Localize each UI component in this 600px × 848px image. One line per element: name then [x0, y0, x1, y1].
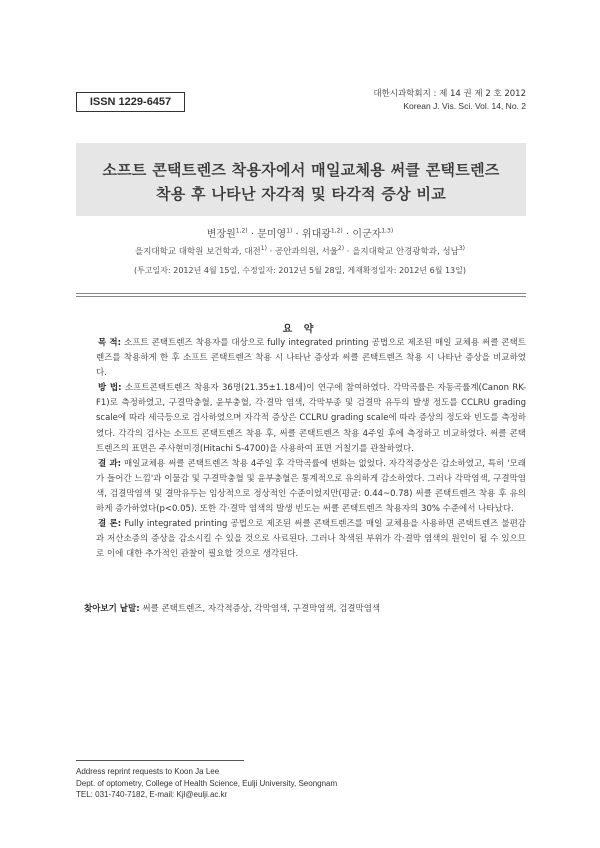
- keywords-text: 써클 콘택트렌즈, 자각적증상, 각막염색, 구결막염색, 검결막염색: [142, 604, 381, 614]
- author-sup: 1): [286, 227, 293, 235]
- keywords: [84, 602, 526, 614]
- title-line-1: 소프트 콘택트렌즈 착용자에서 매일교체용 써클 콘택트렌즈: [102, 161, 500, 179]
- title-box: [76, 143, 526, 216]
- journal-korean: 대한시과학회지 : 제 14 권 제 2 호 2012: [373, 89, 526, 99]
- footer-divider: [76, 760, 244, 761]
- summary-heading: 요 약: [282, 324, 318, 335]
- divider-top: [76, 293, 526, 294]
- purpose-label: 목 적:: [98, 338, 122, 348]
- abstract-conclusion: [96, 517, 526, 562]
- keywords-label: 찾아보기 낱말:: [84, 604, 140, 614]
- methods-text: 소프트콘택트렌즈 착용자 36명(21.35±1.18세)이 연구에 참여하였다. 각막곡률은 자동곡률계(Canon RK-F1)로 측정하였고, 구결막충혈, 윤부충혈, 각·결막 염색, 각막부종 및 검결막 유두의 발생 정도를 CCLRU grading scale에 따라 세극등으로 검사하였으며 자각적 증상은 CCLRU grading scale에 따라 증상의 정도와 빈도를 측정하였다. 각각의 검사는 소프트 콘택트렌즈 착용 후, 써클 콘택트렌즈 착용 4주일 후에 측정하고 비교하였다. 써클 콘택트렌즈의 표면은 주사현미경(Hitachi S-4700)을 사용하여 표면 거칠기를 관찰하였다.: [96, 383, 527, 454]
- author-sup: 1,3): [381, 227, 394, 235]
- footer: [76, 766, 337, 801]
- conclusion-label: 결 론:: [98, 519, 122, 530]
- author-sup: 1,2): [330, 227, 343, 235]
- affiliation: 공안과의원, 서울: [275, 247, 338, 257]
- authors: 변장원$^{1,2)}$ · 문미영$^{1)}$ · 위대광$^{1,2)}$ · 이군자$^{1,3)}$: [206, 227, 394, 240]
- purpose-text: 소프트 콘택트렌즈 착용자를 대상으로 fully integrated printing 공법으로 제조된 매일 교체용 써클 콘택트렌즈를 착용하게 한 후 소프트 콘택트렌즈 착용 시 나타난 증상과 써클 콘택트렌즈 착용 시 나타난 증상을 비교하였다.: [96, 338, 526, 379]
- abstract-purpose: [96, 336, 526, 381]
- conclusion-text: Fully integrated printing 공법으로 제조된 써클 콘택트렌즈를 매일 교체용을 사용하면 콘택트렌즈 불편감과 저산소증의 증상을 감소시킬 수 있을 것으로 사료된다. 그러나 착색된 부위가 각·결막 염색의 원인이 될 수 있으므로 이에 대한 추가적인 관찰이 필요할 것으로 생각된다.: [96, 519, 527, 560]
- results-text: 매일교체용 써클 콘택트렌즈 착용 4주일 후 각막곡률에 변화는 없었다. 자각적증상은 감소하였고, 특히 '모래가 들어간 느낌'과 이물감 및 구결막충혈 및 윤부충혈은 통계적으로 유의하게 감소하였다. 그러나 각막염색, 구결막염색, 검결막염색 및 결막유두는 임상적으로 정상적인 수준이었지만(평균: 0.44~0.78) 써클 콘택트렌즈 착용 후 유의하게 증가하였다(p<0.05). 또한 각·결막 염색의 발생 빈도는 써클 콘택트렌즈 착용자의 30% 수준에서 나타났다.: [96, 458, 527, 515]
- results-label: 결 과:: [98, 458, 122, 469]
- journal-info: [373, 88, 526, 112]
- abstract-results: [96, 457, 526, 517]
- abstract: [96, 336, 526, 562]
- abstract-methods: [96, 381, 526, 456]
- affiliations: 을지대학교 대학원 보건학과, 대전$^{1)}$ · 공안과의원, 서울$^{2)}$ · 을지대학교 안경광학과, 성남$^{3)}$: [134, 245, 466, 257]
- divider-top-2: [76, 296, 526, 297]
- affiliation-sup: 3): [458, 245, 466, 253]
- submission-dates: (투고일자: 2012년 4월 15일, 수정일자: 2012년 5월 28일, 게재확정일자: 2012년 6월 13일): [133, 266, 466, 275]
- author-name: 문미영: [257, 229, 287, 240]
- affiliation-sup: 2): [337, 245, 345, 253]
- author-name: 이군자: [352, 229, 382, 240]
- author-name: 변장원: [206, 229, 236, 240]
- author-sup: 1,2): [235, 227, 248, 235]
- author-name: 위대광: [301, 229, 331, 240]
- title-line-2: 착용 후 나타난 자각적 및 타각적 증상 비교: [155, 185, 447, 203]
- affiliation: 을지대학교 대학원 보건학과, 대전: [134, 247, 261, 257]
- footer-reprint: Address reprint requests to Koon Ja Lee: [76, 767, 220, 776]
- methods-label: 방 법:: [98, 383, 122, 394]
- journal-english: Korean J. Vis. Sci. Vol. 14, No. 2: [403, 101, 526, 111]
- affiliation: 을지대학교 안경광학과, 성남: [352, 247, 459, 257]
- affiliation-sup: 1): [260, 245, 267, 253]
- issn-box: ISSN 1229-6457: [76, 92, 185, 112]
- footer-dept: Dept. of optometry, College of Health Science, Eulji University, Seongnam: [76, 778, 338, 788]
- footer-contact: TEL: 031-740-7182, E-mail: Kjl@eulji.ac.kr: [76, 790, 228, 799]
